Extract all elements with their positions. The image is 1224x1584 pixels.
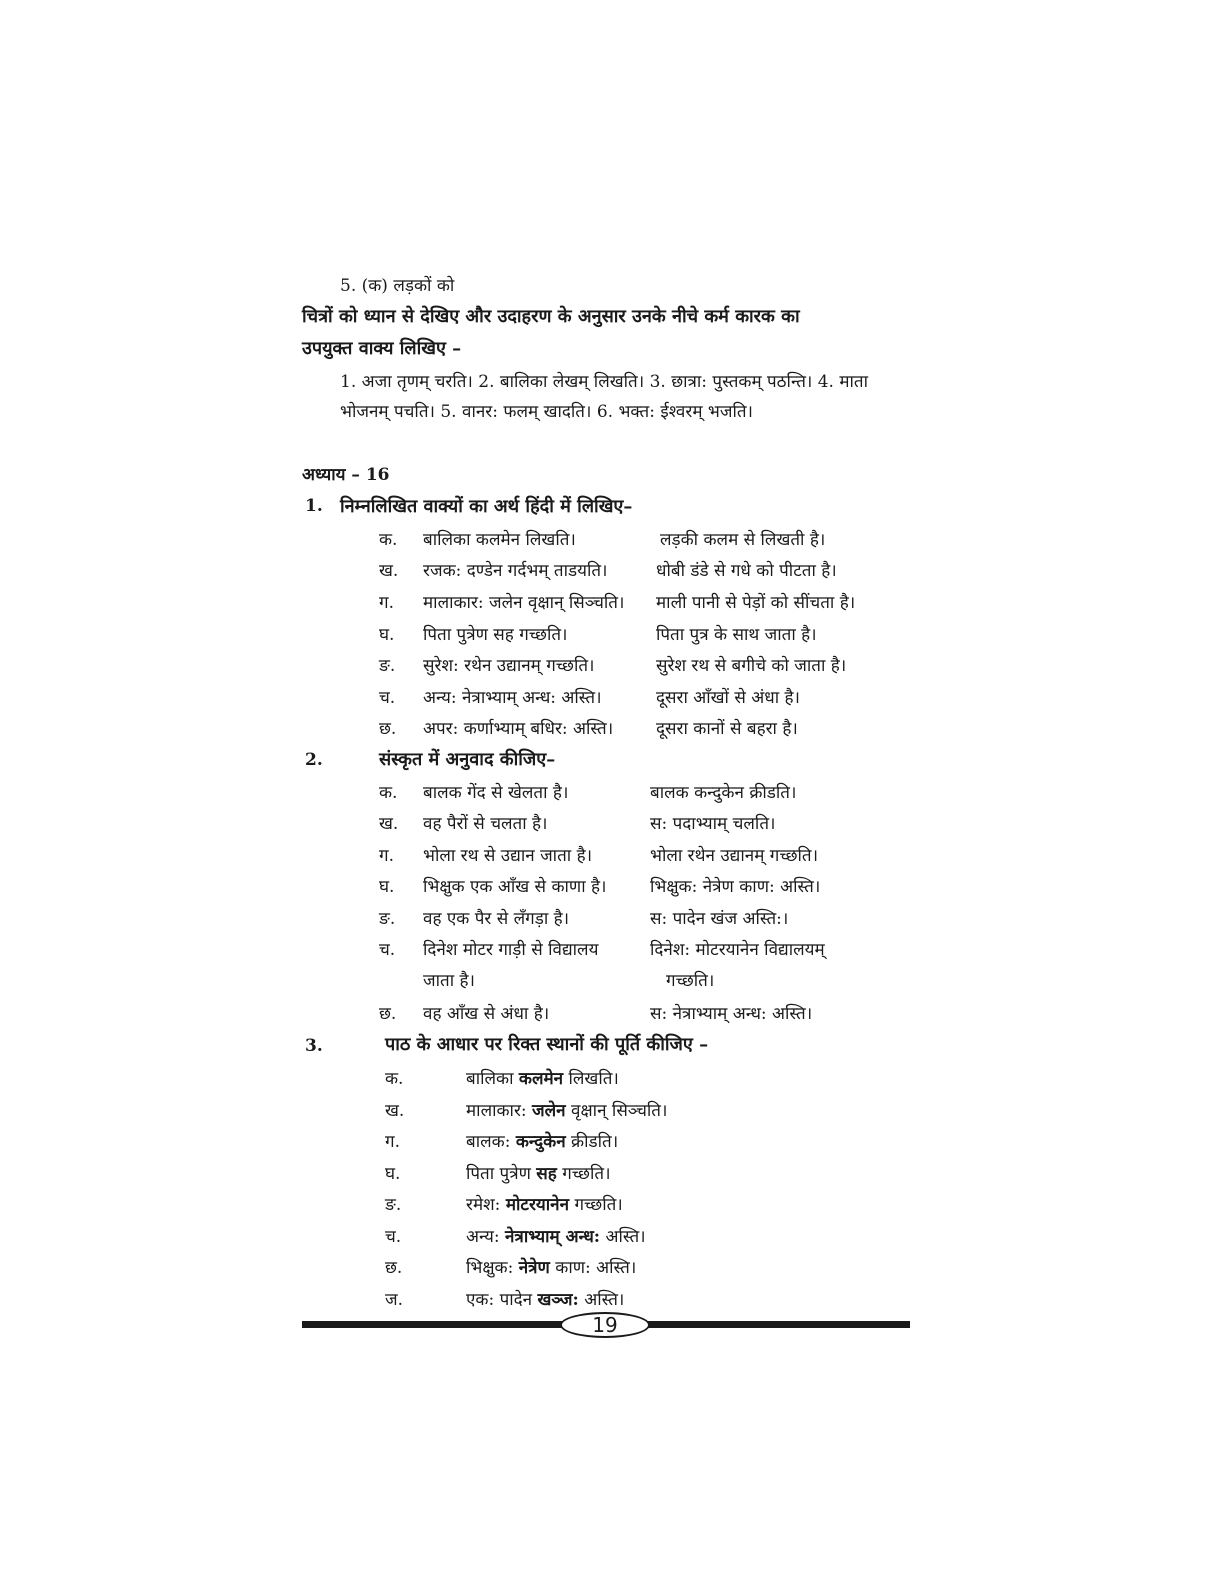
list-item-sanskrit: बालक कन्दुकेन क्रीडति।	[650, 783, 797, 803]
list-item-sanskrit: अन्य: नेत्राभ्याम् अन्ध: अस्ति।	[423, 688, 602, 708]
examples-line-2: भोजनम् पचति। 5. वानर: फलम् खादति। 6. भक्त: ईश्वरम् भजति।	[340, 402, 753, 422]
blank-answer: नेत्रेण	[518, 1258, 550, 1278]
list-item-hindi: दिनेश मोटर गाड़ी से विद्यालय	[423, 940, 599, 960]
list-item-sentence: बालिका कलमेन लिखति।	[466, 1069, 619, 1089]
list-item-hindi: बालक गेंद से खेलता है।	[423, 783, 569, 803]
blank-answer: मोटरयानेन	[505, 1195, 570, 1215]
list-item-hindi: वह पैरों से चलता है।	[423, 814, 548, 834]
list-item-sanskrit: रजक: दण्डेन गर्दभम् ताडयति।	[423, 561, 608, 581]
list-item-sentence: भिक्षुक: नेत्रेण काण: अस्ति।	[466, 1258, 637, 1278]
list-item-label: च.	[379, 940, 396, 960]
section2-number: 2.	[305, 750, 323, 770]
list-item-sanskrit: स: पदाभ्याम् चलति।	[650, 814, 776, 834]
list-item-label: क.	[385, 1069, 404, 1089]
blank-answer: कलमेन	[518, 1069, 564, 1089]
blank-answer: खञ्ज:	[537, 1290, 579, 1310]
list-item-sanskrit: अपर: कर्णाभ्याम् बधिर: अस्ति।	[423, 719, 614, 739]
list-item-label: ङ.	[385, 1195, 402, 1215]
list-item-sanskrit: स: नेत्राभ्याम् अन्ध: अस्ति।	[650, 1004, 813, 1024]
list-item-hindi: भोला रथ से उद्यान जाता है।	[423, 846, 593, 866]
list-item-label: छ.	[379, 719, 397, 739]
list-item-hindi: सुरेश रथ से बगीचे को जाता है।	[656, 656, 847, 676]
list-item-hindi: दूसरा आँखों से अंधा है।	[656, 688, 800, 708]
blank-answer: सह	[536, 1164, 557, 1184]
list-item-label: च.	[379, 688, 396, 708]
chapter-heading: अध्याय – 16	[302, 465, 390, 485]
list-item-hindi: वह एक पैर से लँगड़ा है।	[423, 909, 570, 929]
list-item-sentence: अन्य: नेत्राभ्याम् अन्ध: अस्ति।	[466, 1227, 646, 1247]
list-item-label: ङ.	[379, 909, 396, 929]
list-item-sanskrit: दिनेश: मोटरयानेन विद्यालयम्	[650, 940, 825, 960]
instruction-line-2: उपयुक्त वाक्य लिखिए –	[302, 338, 462, 359]
list-item-sanskrit: स: पादेन खंज अस्ति:।	[650, 909, 789, 929]
blank-answer: नेत्राभ्याम् अन्ध:	[505, 1227, 601, 1247]
list-item-sentence: पिता पुत्रेण सह गच्छति।	[466, 1164, 611, 1184]
list-item-label: छ.	[385, 1258, 403, 1278]
list-item-label: ग.	[385, 1132, 400, 1152]
list-item-label: घ.	[379, 877, 395, 897]
list-item-hindi: दूसरा कानों से बहरा है।	[656, 719, 798, 739]
list-item-label: क.	[379, 783, 398, 803]
list-item-label: ख.	[379, 814, 399, 834]
section3-title: पाठ के आधार पर रिक्त स्थानों की पूर्ति कीजिए –	[385, 1034, 709, 1055]
list-item-hindi-cont: जाता है।	[423, 971, 475, 991]
list-item-label: घ.	[385, 1164, 401, 1184]
examples-line-1: 1. अजा तृणम् चरति। 2. बालिका लेखम् लिखति। 3. छात्रा: पुस्तकम् पठन्ति। 4. माता	[340, 372, 869, 392]
section1-title: निम्नलिखित वाक्यों का अर्थ हिंदी में लिखिए–	[340, 496, 633, 517]
list-item-hindi: वह आँख से अंधा है।	[423, 1004, 550, 1024]
list-item-sanskrit: मालाकार: जलेन वृक्षान् सिञ्चति।	[423, 593, 625, 613]
list-item-hindi: लड़की कलम से लिखती है।	[660, 530, 826, 550]
list-item-label: ख.	[379, 561, 399, 581]
list-item-sentence: रमेश: मोटरयानेन गच्छति।	[466, 1195, 623, 1215]
list-item-sentence: एक: पादेन खञ्ज: अस्ति।	[466, 1290, 625, 1310]
list-item-hindi: पिता पुत्र के साथ जाता है।	[656, 625, 817, 645]
instruction-line-1: चित्रों को ध्यान से देखिए और उदाहरण के अनुसार उनके नीचे कर्म कारक का	[302, 306, 800, 327]
list-item-label: क.	[379, 530, 398, 550]
list-item-sentence: मालाकार: जलेन वृक्षान् सिञ्चति।	[466, 1101, 668, 1121]
list-item-sanskrit: भिक्षुक: नेत्रेण काण: अस्ति।	[650, 877, 821, 897]
list-item-sanskrit: पिता पुत्रेण सह गच्छति।	[423, 625, 568, 645]
section2-title: संस्कृत में अनुवाद कीजिए–	[379, 749, 556, 770]
list-item-label: ख.	[385, 1101, 405, 1121]
list-item-sanskrit-cont: गच्छति।	[666, 971, 715, 991]
answer-5: 5. (क) लड़कों को	[340, 276, 455, 296]
list-item-sanskrit: बालिका कलमेन लिखति।	[423, 530, 576, 550]
list-item-label: ज.	[385, 1290, 404, 1310]
blank-answer: कन्दुकेन	[515, 1132, 566, 1152]
section1-number: 1.	[305, 496, 323, 516]
blank-answer: जलेन	[532, 1101, 566, 1121]
page-number: 19	[560, 1312, 650, 1338]
list-item-label: ग.	[379, 846, 394, 866]
list-item-hindi: भिक्षुक एक आँख से काणा है।	[423, 877, 607, 897]
list-item-label: च.	[385, 1227, 402, 1247]
list-item-hindi: माली पानी से पेड़ों को सींचता है।	[656, 593, 856, 613]
list-item-sentence: बालक: कन्दुकेन क्रीडति।	[466, 1132, 619, 1152]
section3-number: 3.	[305, 1036, 323, 1056]
list-item-label: घ.	[379, 625, 395, 645]
list-item-label: ग.	[379, 593, 394, 613]
list-item-label: ङ.	[379, 656, 396, 676]
list-item-sanskrit: भोला रथेन उद्यानम् गच्छति।	[650, 846, 819, 866]
list-item-hindi: धोबी डंडे से गधे को पीटता है।	[656, 561, 837, 581]
list-item-sanskrit: सुरेश: रथेन उद्यानम् गच्छति।	[423, 656, 595, 676]
list-item-label: छ.	[379, 1004, 397, 1024]
